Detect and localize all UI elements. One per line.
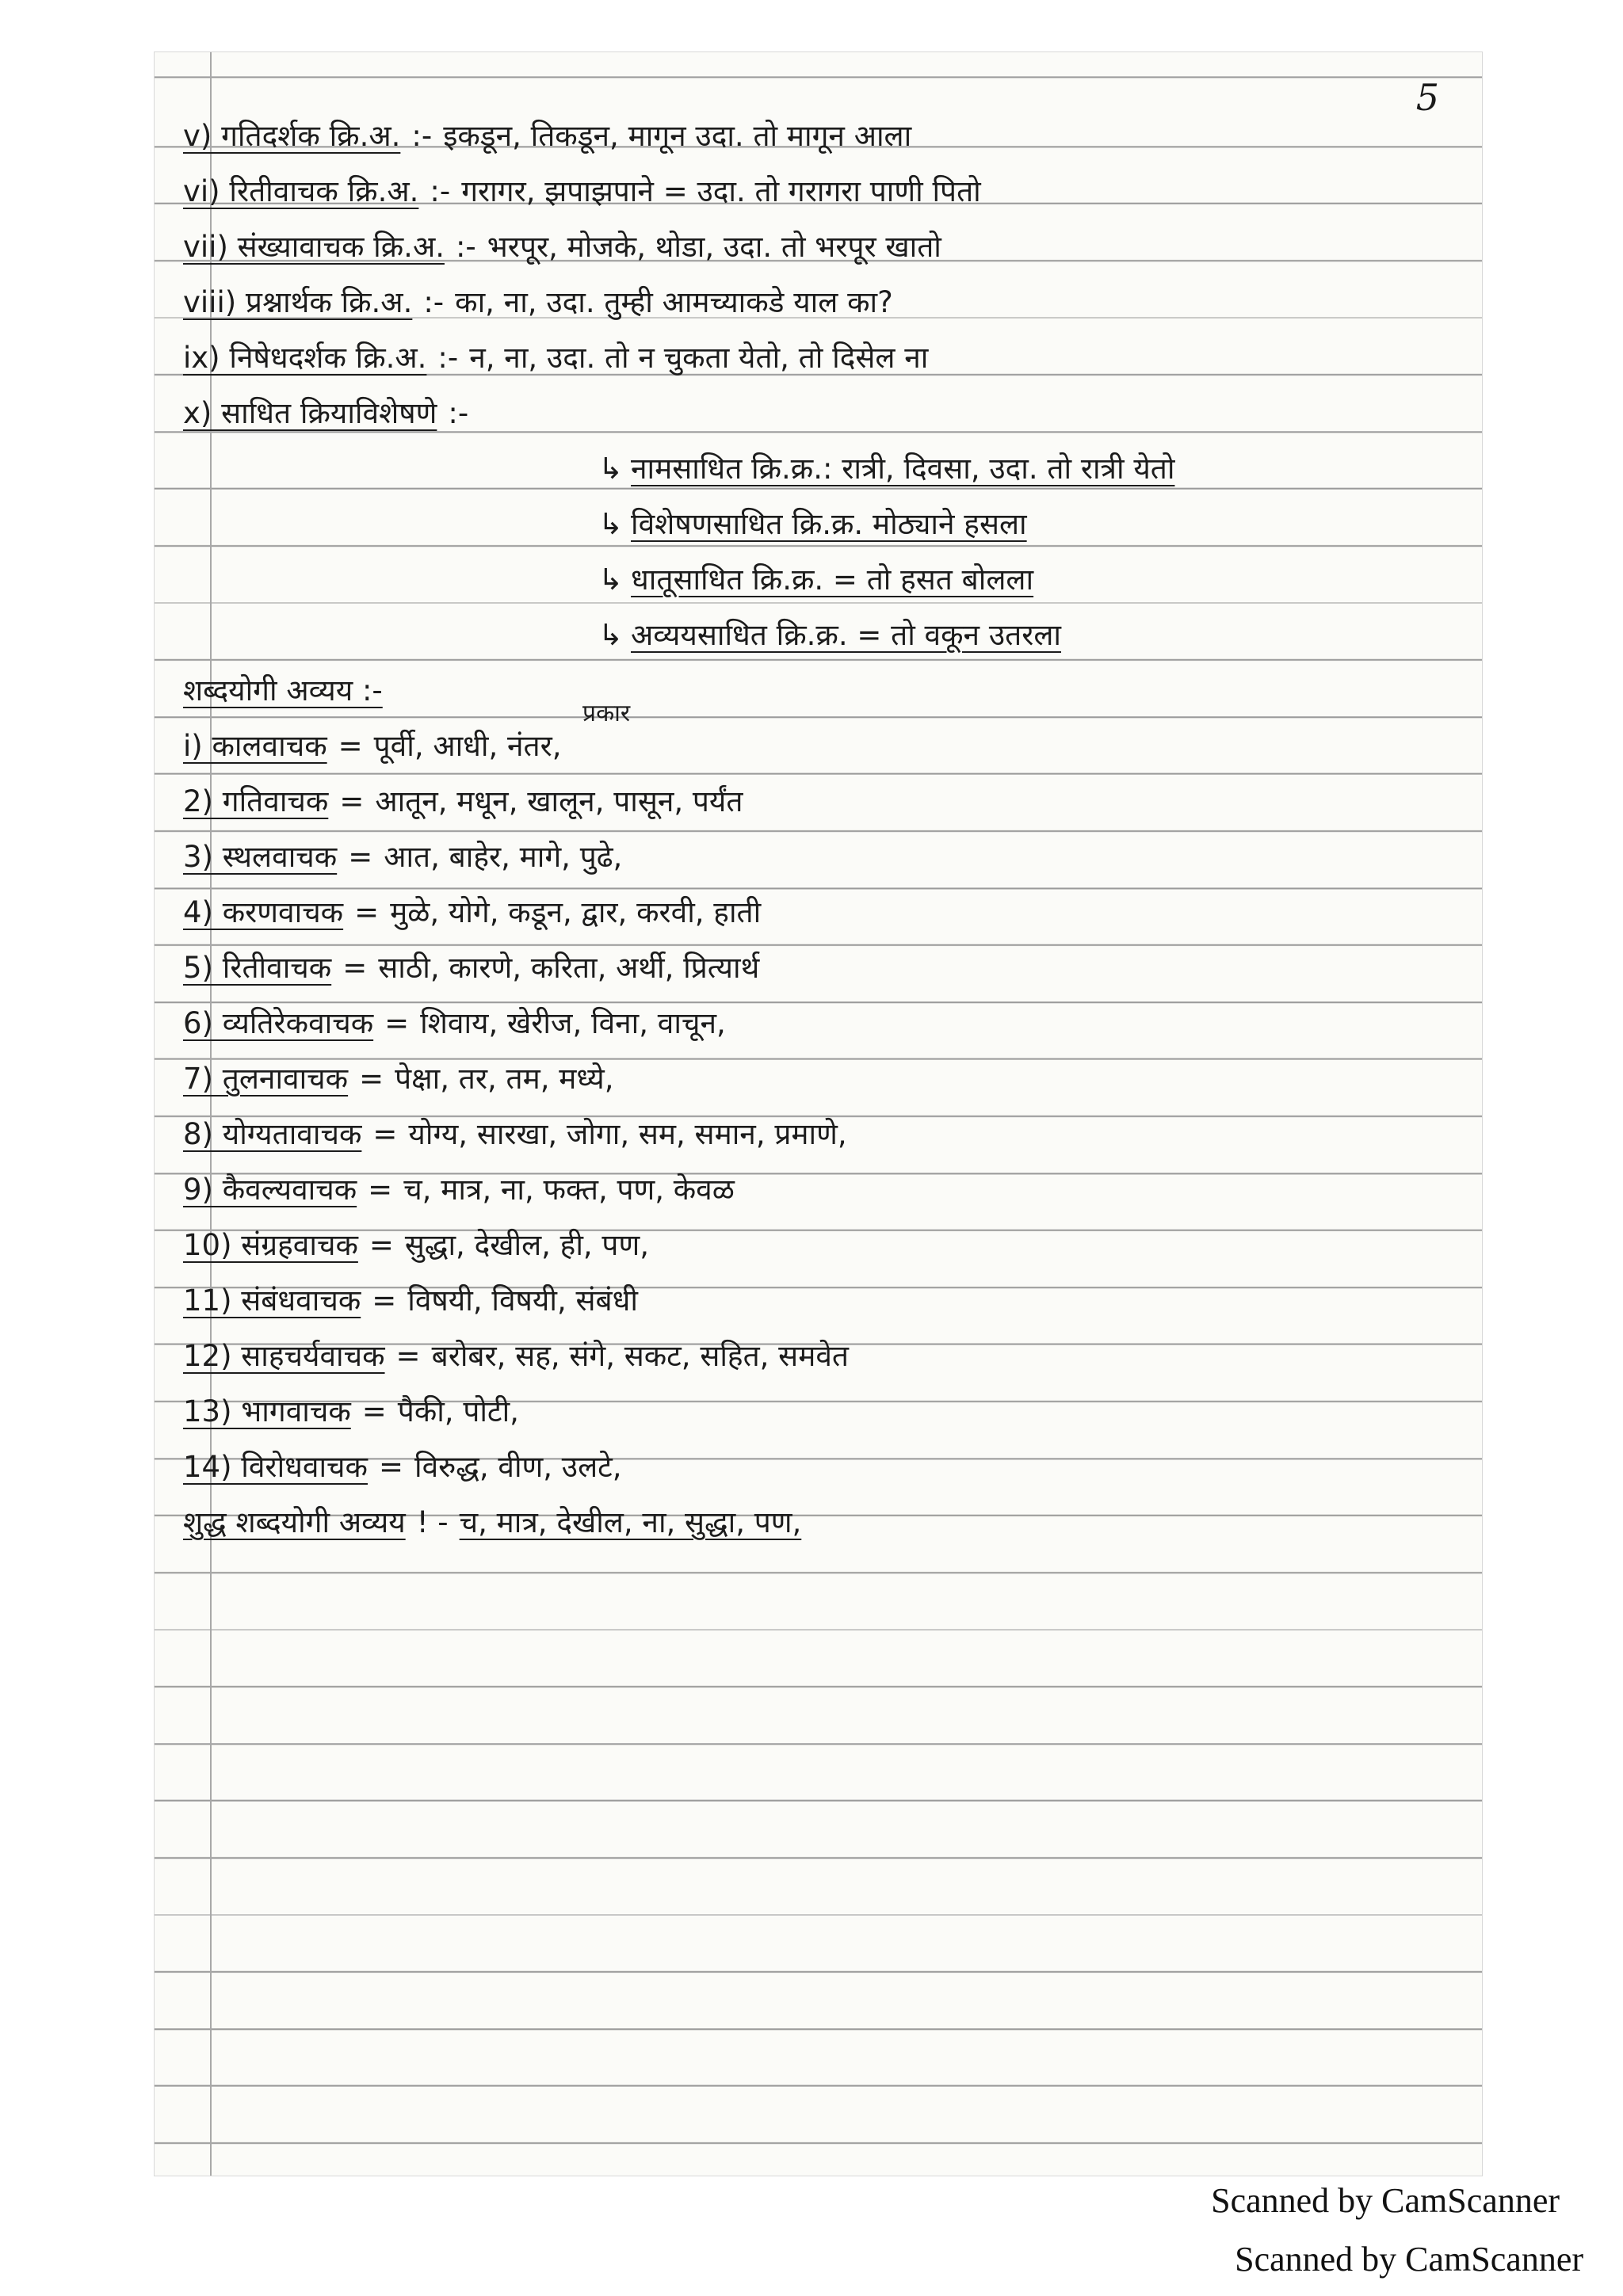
list-item [183,889,761,944]
item-sep: = [359,1062,384,1096]
camscanner-watermark-1: Scanned by CamScanner [1211,2181,1560,2220]
line-sep: :- [423,285,445,319]
page-number: 5 [1415,76,1439,119]
item-sep: = [369,1228,394,1262]
sadhit-text: विशेषणसाधित क्रि.क्र. मोठ्याने हसला [631,507,1027,541]
types-note: प्रकार [582,700,631,727]
item-sep: = [342,951,368,985]
item-label: 3) स्थलवाचक [183,840,338,874]
sadhit-text: नामसाधित क्रि.क्र.: रात्री, दिवसा, उदा. तो रात्री येतो [631,452,1175,486]
item-sep: = [378,1450,403,1484]
list-item [183,1055,614,1111]
item-body: साठी, कारणे, करिता, अर्थी, प्रित्यार्थ [378,951,760,985]
item-body: आतून, मधून, खालून, पासून, पर्यंत [375,784,743,818]
item-body: विषयी, विषयी, संबंधी [407,1283,638,1318]
item-label: 7) तुलनावाचक [183,1062,349,1096]
line-sep: :- [411,119,433,153]
item-sep: = [348,840,373,874]
item-label: i) कालवाचक [183,729,327,763]
sadhit-item [598,612,1061,667]
item-label: 11) संबंधवाचक [183,1283,361,1318]
item-body: शिवाय, खेरीज, विना, वाचून, [420,1006,726,1040]
list-item [183,1388,519,1444]
item-sep: = [384,1006,410,1040]
item-body: पूर्वी, आधी, नंतर, [373,729,562,763]
section-heading [183,667,383,723]
line-sep: :- [448,396,469,430]
arrow-icon: ↳ [598,452,624,486]
line-body: भरपूर, मोजके, थोडा, उदा. तो भरपूर खातो [487,230,941,264]
item-label: 6) व्यतिरेकवाचक [183,1006,374,1040]
item-label: 4) करणवाचक [183,895,344,929]
shuddha-body: च, मात्र, देखील, ना, सुद्धा, पण, [459,1505,802,1539]
list-item [183,1166,735,1222]
list-item [183,1111,847,1166]
line-sep: :- [437,341,459,375]
item-label: 9) कैवल्यवाचक [183,1173,357,1207]
item-label: 12) साहचर्यवाचक [183,1339,385,1373]
sadhit-item [598,445,1174,501]
list-item [183,1444,622,1499]
line-body: न, ना, उदा. तो न चुकता येतो, तो दिसेल ना [469,341,929,375]
arrow-icon: ↳ [598,507,624,541]
note-line [183,334,928,390]
note-line [183,113,911,168]
item-sep: = [368,1173,393,1207]
arrow-icon: ↳ [598,618,624,652]
item-sep: = [339,784,365,818]
list-item [183,833,622,889]
line-sep: :- [455,230,476,264]
camscanner-watermark-2: Scanned by CamScanner [1235,2240,1583,2279]
shuddha-sep: ! - [416,1505,449,1539]
line-label: vi) रितीवाचक क्रि.अ. [183,174,419,208]
item-body: पैकी, पोटी, [397,1394,519,1428]
sadhit-text: अव्ययसाधित क्रि.क्र. = तो वकून उतरला [631,618,1061,652]
item-body: आत, बाहेर, मागे, पुढे, [384,840,623,874]
sadhit-text: धातूसाधित क्रि.क्र. = तो हसत बोलला [631,563,1034,597]
note-line [183,223,941,279]
item-sep: = [395,1339,421,1373]
item-sep: = [354,895,380,929]
list-item [183,1222,649,1277]
item-label: 14) विरोधवाचक [183,1450,368,1484]
line-body: का, ना, उदा. तुम्ही आमच्याकडे याल का? [455,285,893,319]
list-item [183,944,759,1000]
line-label: viii) प्रश्नार्थक क्रि.अ. [183,285,413,319]
note-line [183,168,981,223]
arrow-icon: ↳ [598,563,624,597]
line-sep: :- [430,174,451,208]
note-line [183,390,479,445]
item-label: 2) गतिवाचक [183,784,329,818]
list-item [183,723,562,778]
item-body: च, मात्र, ना, फक्त, पण, केवळ [403,1173,735,1207]
line-label: vii) संख्यावाचक क्रि.अ. [183,230,445,264]
item-body: मुळे, योगे, कडून, द्वार, करवी, हाती [390,895,762,929]
note-line [183,279,893,334]
line-body: गरागर, झपाझपाने = उदा. तो गरागरा पाणी पितो [461,174,981,208]
list-item [183,1000,726,1055]
item-sep: = [361,1394,387,1428]
item-label: 8) योग्यतावाचक [183,1117,362,1151]
item-body: सुद्धा, देखील, ही, पण, [404,1228,649,1262]
line-label: x) साधित क्रियाविशेषणे [183,396,437,430]
item-sep: = [338,729,363,763]
item-sep: = [372,1117,398,1151]
item-body: विरुद्ध, वीण, उलटे, [414,1450,622,1484]
scanned-page [155,52,1482,2176]
list-item [183,1333,849,1388]
line-body: इकडून, तिकडून, मागून उदा. तो मागून आला [443,119,912,153]
shuddha-line [183,1499,801,1554]
line-label: v) गतिदर्शक क्रि.अ. [183,119,401,153]
sadhit-item [598,501,1027,556]
list-item [183,778,743,833]
item-label: 13) भागवाचक [183,1394,351,1428]
section-title: शब्दयोगी अव्यय :- [183,673,383,707]
item-body: योग्य, सारखा, जोगा, सम, समान, प्रमाणे, [408,1117,847,1151]
item-label: 10) संग्रहवाचक [183,1228,358,1262]
item-body: पेक्षा, तर, तम, मध्ये, [395,1062,614,1096]
line-label: ix) निषेधदर्शक क्रि.अ. [183,341,427,375]
item-body: बरोबर, सह, संगे, सकट, सहित, समवेत [431,1339,849,1373]
item-sep: = [372,1283,397,1318]
shuddha-label: शुद्ध शब्दयोगी अव्यय [183,1505,406,1539]
item-label: 5) रितीवाचक [183,951,332,985]
sadhit-item [598,556,1033,612]
list-item [183,1277,638,1333]
